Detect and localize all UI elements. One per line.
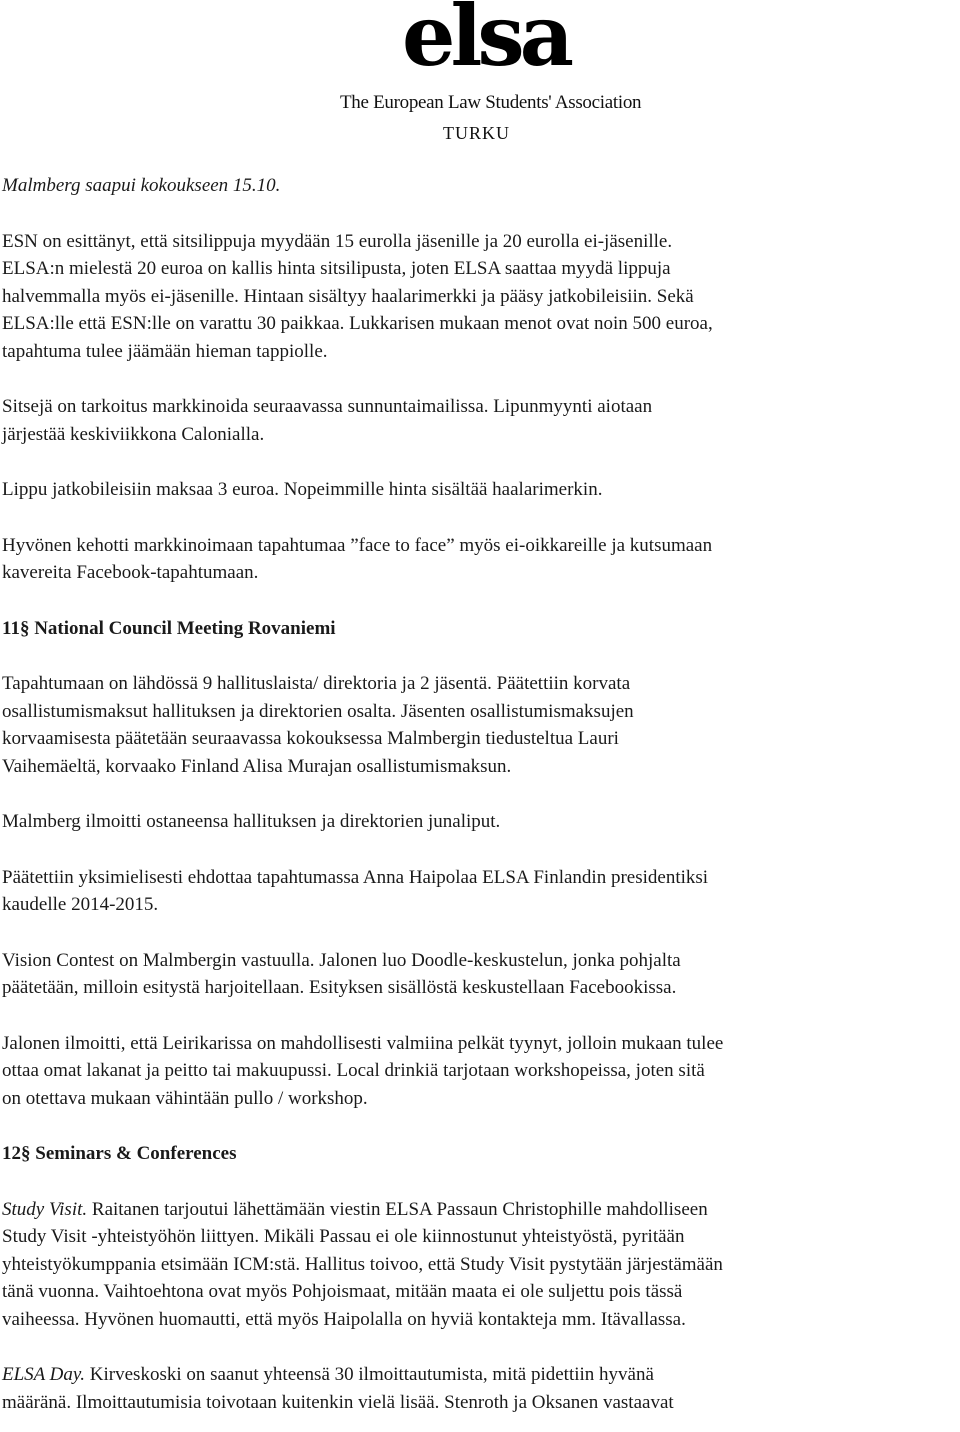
paragraph-lead: Study Visit.	[2, 1198, 88, 1220]
paragraph-text: Kirveskoski on saanut yhteensä 30 ilmoittautumista, mitä pidettiin hyvänä	[85, 1364, 654, 1385]
organization-name: The European Law Students' Association	[340, 92, 642, 113]
paragraph-line: kaudelle 2014-2015.	[2, 894, 159, 915]
paragraph-line	[2, 1196, 958, 1224]
paragraph-lead: ELSA Day.	[2, 1364, 86, 1385]
paragraph-line: vaiheessa. Hyvönen huomautti, että myös Haipolalla on hyviä kontakteja mm. Itävallassa.	[2, 1308, 686, 1330]
intro-line: Malmberg saapui kokoukseen 15.10.	[2, 175, 281, 196]
paragraph-line: Päätettiin yksimielisesti ehdottaa tapahtumassa Anna Haipolaa ELSA Finlandin presidentiksi	[2, 866, 709, 888]
paragraph-text: Raitanen tarjoutui lähettämään viestin ELSA Passaun Christophille mahdolliseen	[87, 1198, 708, 1220]
paragraph-line	[2, 1361, 958, 1389]
paragraph-line: korvaamisesta päätetään seuraavassa kokouksessa Malmbergin tiedusteltua Lauri	[2, 728, 619, 749]
paragraph-line: ESN on esittänyt, että sitsilippuja myydään 15 eurolla jäsenille ja 20 eurolla ei-jäsenille.	[2, 230, 673, 252]
paragraph-line: yhteistyökumppania etsimään ICM:stä. Hallitus toivoo, että Study Visit pystytään järjestämään	[2, 1253, 723, 1275]
paragraph-line: Vaihemäeltä, korvaako Finland Alisa Murajan osallistumismaksun.	[2, 755, 512, 777]
paragraph-line: Study Visit -yhteistyöhön liittyen. Mikäli Passau ei ole kiinnostunut yhteistyöstä, pyritään	[2, 1226, 685, 1247]
chapter-city: TURKU	[443, 123, 510, 143]
paragraph-line: Vision Contest on Malmbergin vastuulla. Jalonen luo Doodle-keskustelun, jonka pohjalta	[2, 949, 681, 971]
paragraph-line: päätetään, milloin esitystä harjoitellaan. Esityksen sisällöstä keskustellaan Facebookissa.	[2, 977, 677, 998]
paragraph-line: Malmberg ilmoitti ostaneensa hallituksen ja direktorien junaliput.	[2, 811, 501, 832]
paragraph-line: on otettava mukaan vähintään pullo / workshop.	[2, 1087, 368, 1109]
paragraph-line: halvemmalla myös ei-jäsenille. Hintaan sisältyy haalarimerkki ja pääsy jatkobileisiin. Sekä	[2, 285, 694, 307]
paragraph-line: Hyvönen kehotti markkinoimaan tapahtumaa ”face to face” myös ei-oikkareille ja kutsumaan	[2, 534, 713, 556]
paragraph-line: määränä. Ilmoittautumisia toivotaan kuitenkin vielä lisää. Stenroth ja Oksanen vastaavat	[2, 1391, 674, 1413]
paragraph-line: ELSA:lle että ESN:lle on varattu 30 paikkaa. Lukkarisen mukaan menot ovat noin 500 euroa,	[2, 313, 713, 334]
section-heading-12: 12§ Seminars & Conferences	[2, 1143, 237, 1164]
paragraph-line: ELSA:n mielestä 20 euroa on kallis hinta sitsilipusta, joten ELSA saattaa myydä lippuja	[2, 258, 671, 279]
paragraph-line: Tapahtumaan on lähdössä 9 hallituslaista/ direktoria ja 2 jäsentä. Päätettiin korvata	[2, 673, 631, 694]
section-heading-11: 11§ National Council Meeting Rovaniemi	[2, 617, 336, 639]
paragraph-line: osallistumismaksut hallituksen ja direktorien osalta. Jäsenten osallistumismaksujen	[2, 700, 634, 722]
paragraph-line: Lippu jatkobileisiin maksaa 3 euroa. Nopeimmille hinta sisältää haalarimerkin.	[2, 479, 603, 500]
logo-wordmark: elsa	[402, 0, 570, 85]
paragraph-line: kavereita Facebook-tapahtumaan.	[2, 562, 259, 583]
elsa-logo	[330, 0, 640, 150]
paragraph-line: tapahtuma tulee jäämään hieman tappiolle.	[2, 340, 328, 362]
paragraph-line: ottaa omat lakanat ja peitto tai makuupussi. Local drinkiä tarjotaan workshopeissa, joten sitä	[2, 1060, 705, 1081]
document-body	[2, 172, 958, 1416]
paragraph-line: tänä vuonna. Vaihtoehtona ovat myös Pohjoismaat, mitään maata ei ole suljettu pois tässä	[2, 1281, 683, 1302]
paragraph-line: järjestää keskiviikkona Calonialla.	[2, 423, 265, 445]
paragraph-line: Jalonen ilmoitti, että Leirikarissa on mahdollisesti valmiina pelkät tyynyt, jolloin mukaan tulee	[2, 1032, 724, 1054]
paragraph-line: Sitsejä on tarkoitus markkinoida seuraavassa sunnuntaimailissa. Lipunmyynti aiotaan	[2, 396, 653, 417]
